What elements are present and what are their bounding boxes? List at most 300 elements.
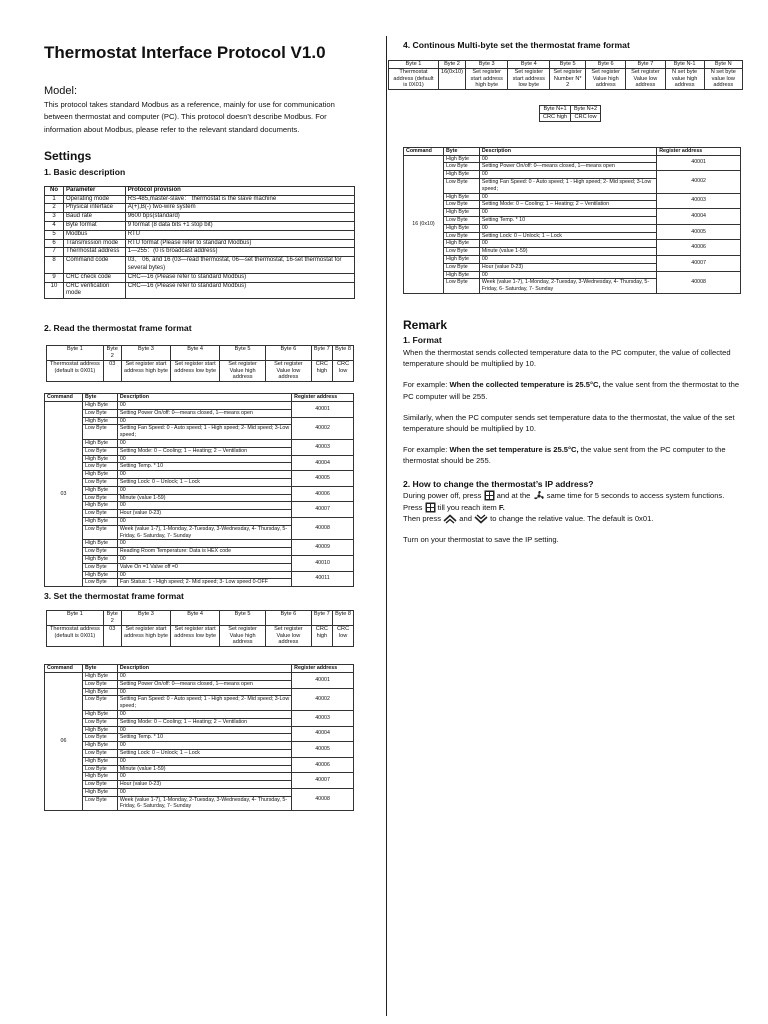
byte-value: CRC high [311, 625, 333, 646]
table-row [45, 486, 354, 494]
register-address-cell: 40010 [292, 555, 354, 571]
table-row [45, 672, 354, 680]
table-cell: 4 [45, 222, 64, 231]
byte-cell: High Byte [82, 672, 117, 680]
byte-cell: High Byte [82, 517, 117, 525]
description-cell: Setting Mode: 0 – Cooling; 1 – Heating; 2 – Ventilation [117, 718, 291, 726]
multi-frame-heading: 4. Continous Multi-byte set the thermostat frame format [403, 40, 630, 50]
description-cell: Hour (value 0-23) [479, 263, 656, 271]
byte-cell: High Byte [443, 193, 479, 201]
byte-cell: High Byte [82, 417, 117, 425]
byte-value: 03 [103, 625, 121, 646]
table-row [45, 230, 355, 239]
table-cell: 5 [45, 230, 64, 239]
byte-value: N set byte value low address [704, 68, 742, 89]
table-row [45, 248, 355, 257]
byte-cell: High Byte [443, 155, 479, 163]
description-cell: 00 [117, 757, 291, 765]
table-cell: RS-485,master-slave： thermostat is the slave machine [125, 195, 354, 204]
byte-header: Byte 5 [550, 61, 586, 69]
format-paragraph-1: When the thermostat sends collected temperature data to the PC computer, the value of collected temperature should be multiplied by 10. [403, 347, 731, 369]
byte-cell: Low Byte [443, 163, 479, 171]
table-row [45, 517, 354, 525]
table-header-row [45, 394, 354, 402]
table-row [45, 688, 354, 696]
description-cell: Setting Temp. * 10 [479, 216, 656, 224]
description-cell: Hour (value 0-23) [117, 510, 291, 518]
byte-cell: High Byte [82, 742, 117, 750]
byte-header: Byte 8 [333, 346, 354, 361]
byte-cell: Low Byte [82, 510, 117, 518]
byte-value: Set register Value high address [220, 360, 266, 381]
byte-cell: High Byte [82, 710, 117, 718]
ip-step-1-b: and at the [496, 490, 531, 500]
byte-header: Byte 3 [121, 346, 171, 361]
byte-cell: High Byte [443, 209, 479, 217]
column-header: Protocol provision [125, 186, 354, 195]
example-1-bold: When the collected temperature is 25.5°C, [449, 380, 601, 390]
basic-description-table [44, 186, 355, 299]
byte-cell: High Byte [82, 402, 117, 410]
byte-header: Byte N [704, 61, 742, 69]
register-address-cell: 40004 [657, 209, 741, 225]
description-cell: Week (value 1-7), 1-Monday, 2-Tuesday, 3-Wednesday, 4- Thursday, 5- Friday, 6- Saturday, 7- Sunday [117, 796, 291, 811]
column-header: Byte [82, 665, 117, 673]
byte-value: Set register start address low byte [508, 68, 550, 89]
read-frame-heading: 2. Read the thermostat frame format [44, 323, 192, 334]
table-cell: 7 [45, 248, 64, 257]
byte-value: Set register Value high address [220, 625, 266, 646]
set-register-table [44, 664, 354, 811]
format-example-1 [403, 379, 743, 401]
register-address-cell: 40007 [292, 773, 354, 789]
table-row [45, 471, 354, 479]
description-cell: 00 [479, 224, 656, 232]
byte-value: 03 [103, 360, 121, 381]
command-cell: 16 (0x10) [404, 155, 444, 293]
description-cell: 00 [117, 688, 291, 696]
byte-cell: Low Byte [82, 781, 117, 789]
table-row [45, 195, 355, 204]
byte-value: CRC low [571, 113, 601, 121]
byte-cell: High Byte [82, 455, 117, 463]
byte-cell: Low Byte [82, 525, 117, 540]
byte-value: Set register Value high address [586, 68, 626, 89]
command-cell: 03 [45, 402, 83, 587]
byte-value: Set register Value low address [266, 360, 311, 381]
column-header: Parameter [64, 186, 126, 195]
byte-value: Set register start address high byte [466, 68, 508, 89]
ip-step-2-item: F. [498, 502, 505, 512]
frame-header-row [540, 106, 601, 114]
table-row [404, 271, 741, 279]
byte-cell: Low Byte [82, 718, 117, 726]
byte-value: Set register start address low byte [171, 625, 220, 646]
byte-header: Byte 5 [220, 611, 266, 626]
byte-value: CRC high [311, 360, 333, 381]
table-row [45, 555, 354, 563]
description-cell: Week (value 1-7), 1-Monday, 2-Tuesday, 3-Wednesday, 4- Thursday, 5- Friday, 6- Saturday, 7- Sunday [117, 525, 291, 540]
register-address-cell: 40001 [292, 672, 354, 688]
description-cell: 00 [117, 540, 291, 548]
table-cell: Thermostat address [64, 248, 126, 257]
frame-value-row [389, 68, 743, 89]
byte-value: Set register start address low byte [171, 360, 220, 381]
table-row [404, 209, 741, 217]
byte-cell: Low Byte [82, 548, 117, 556]
byte-cell: Low Byte [82, 749, 117, 757]
table-cell: Operating mode [64, 195, 126, 204]
description-cell: Setting Lock: 0 – Unlock; 1 – Lock [117, 479, 291, 487]
table-cell: 03、 06, and 16 (03—read thermostat, 06—set thermostat, 16-set thermostat for several bytes) [125, 257, 354, 274]
description-cell: 00 [117, 788, 291, 796]
byte-cell: Low Byte [82, 563, 117, 571]
table-row [404, 224, 741, 232]
frame-value-row [540, 113, 601, 121]
register-address-cell: 40002 [657, 171, 741, 193]
grid-key-icon [484, 490, 495, 501]
read-frame-table [46, 345, 354, 382]
byte-header: Byte 7 [311, 611, 333, 626]
table-cell: Baud rate [64, 213, 126, 222]
register-address-cell: 40004 [292, 726, 354, 742]
description-cell: 00 [117, 517, 291, 525]
register-address-cell: 40005 [657, 224, 741, 240]
description-cell: 00 [117, 417, 291, 425]
table-cell: Command code [64, 257, 126, 274]
byte-value: Set register Value low address [266, 625, 311, 646]
table-row [45, 417, 354, 425]
register-address-cell: 40002 [292, 688, 354, 710]
chevron-up-icon [443, 514, 457, 524]
table-row [45, 440, 354, 448]
description-cell: 00 [117, 455, 291, 463]
table-row [45, 726, 354, 734]
byte-header: Byte 2 [103, 346, 121, 361]
byte-header: Byte 6 [266, 611, 311, 626]
command-cell: 06 [45, 672, 83, 810]
byte-cell: High Byte [443, 240, 479, 248]
byte-value: N set byte value high address [665, 68, 704, 89]
table-row [404, 193, 741, 201]
byte-value: Set register Value low address [626, 68, 665, 89]
document-title: Thermostat Interface Protocol V1.0 [44, 43, 326, 62]
set-frame-heading: 3. Set the thermostat frame format [44, 591, 184, 602]
ip-step-3-c: to change the relative value. The default is 0x01. [490, 514, 654, 524]
read-register-table [44, 393, 354, 587]
basic-description-heading: 1. Basic description [44, 166, 126, 177]
format-heading: 1. Format [403, 334, 442, 345]
table-cell: CRC check code [64, 273, 126, 282]
description-cell: Setting Lock: 0 – Unlock; 1 – Lock [117, 749, 291, 757]
table-cell: CRC—16 (Please refer to standard Modbus) [125, 282, 354, 299]
byte-cell: Low Byte [443, 248, 479, 256]
description-cell: Setting Power On/off: 0—means closed, 1—means open [117, 680, 291, 688]
table-row [45, 273, 355, 282]
ip-step-3 [403, 513, 743, 524]
description-cell: 00 [117, 402, 291, 410]
description-cell: Minute (value 1-59) [117, 494, 291, 502]
fan-key-icon [533, 490, 545, 502]
description-cell: Minute (value 1-59) [117, 765, 291, 773]
byte-cell: Low Byte [82, 680, 117, 688]
description-cell: 00 [117, 571, 291, 579]
register-address-cell: 40011 [292, 571, 354, 587]
table-row [45, 788, 354, 796]
table-row [45, 710, 354, 718]
description-cell: 00 [117, 773, 291, 781]
multi-frame-table [388, 60, 743, 90]
byte-value: Set register start address high byte [121, 360, 171, 381]
byte-cell: High Byte [82, 555, 117, 563]
register-address-cell: 40007 [292, 502, 354, 518]
example-1-prefix: For example: [403, 380, 450, 390]
description-cell: 00 [117, 672, 291, 680]
byte-header: Byte 8 [333, 611, 354, 626]
byte-cell: High Byte [82, 440, 117, 448]
table-cell: 1 [45, 195, 64, 204]
register-address-cell: 40007 [657, 255, 741, 271]
byte-cell: High Byte [82, 471, 117, 479]
byte-cell: High Byte [82, 571, 117, 579]
column-header: Command [404, 147, 444, 155]
ip-step-2 [403, 502, 743, 514]
ip-step-4: Turn on your thermostat to save the IP setting. [403, 535, 559, 545]
byte-header: Byte N-1 [665, 61, 704, 69]
table-row [45, 257, 355, 274]
ip-heading: 2. How to change the thermostat’s IP address? [403, 478, 594, 489]
byte-cell: High Byte [82, 502, 117, 510]
column-header: Register address [292, 394, 354, 402]
column-header: Description [117, 665, 291, 673]
description-cell: Reading Room Temperature: Data is HEX code [117, 548, 291, 556]
byte-cell: Low Byte [443, 232, 479, 240]
byte-cell: Low Byte [443, 263, 479, 271]
table-cell: 9 format (8 data bits +1 stop bit) [125, 222, 354, 231]
description-cell: Fan Status: 1 - High speed; 2- Mid speed; 3- Low speed 0-OFF [117, 579, 291, 587]
column-header: Description [117, 394, 291, 402]
table-cell: CRC—16 (Please refer to standard Modbus) [125, 273, 354, 282]
byte-cell: High Byte [443, 171, 479, 179]
multi-register-table [403, 147, 741, 294]
table-row [45, 222, 355, 231]
byte-value: Set register Number N* 2 [550, 68, 586, 89]
ip-step-2-b: till you reach item [437, 502, 497, 512]
register-address-cell: 40002 [292, 417, 354, 439]
byte-cell: High Byte [82, 726, 117, 734]
byte-header: Byte 4 [171, 611, 220, 626]
byte-cell: Low Byte [443, 279, 479, 294]
description-cell: Setting Temp. * 10 [117, 734, 291, 742]
description-cell: 00 [117, 440, 291, 448]
byte-cell: Low Byte [82, 425, 117, 440]
ip-step-1-a: During power off, press [403, 490, 482, 500]
table-cell: CRC verification mode [64, 282, 126, 299]
table-row [404, 155, 741, 163]
byte-header: Byte 7 [311, 346, 333, 361]
byte-header: Byte 5 [220, 346, 266, 361]
table-cell: 9600 bps(standard) [125, 213, 354, 222]
ip-step-3-a: Then press [403, 514, 441, 524]
frame-header-row [47, 611, 354, 626]
byte-header: Byte 1 [389, 61, 439, 69]
register-address-cell: 40009 [292, 540, 354, 556]
description-cell: 00 [479, 255, 656, 263]
table-row [45, 239, 355, 248]
byte-cell: Low Byte [82, 696, 117, 711]
description-cell: Setting Fan Speed: 0 - Auto speed; 1 - High speed; 2- Mid speed; 3-Low speed； [479, 178, 656, 193]
register-address-cell: 40003 [292, 440, 354, 456]
byte-cell: High Byte [82, 688, 117, 696]
register-address-cell: 40008 [292, 788, 354, 810]
byte-value: 16(0x10) [438, 68, 465, 89]
description-cell: 00 [117, 486, 291, 494]
byte-cell: Low Byte [82, 734, 117, 742]
model-heading: Model: [44, 85, 78, 97]
left-column [44, 40, 374, 811]
table-row [404, 171, 741, 179]
ip-step-1-c: same time for 5 seconds to access system functions. [546, 490, 725, 500]
register-address-cell: 40005 [292, 742, 354, 758]
description-cell: 00 [479, 240, 656, 248]
column-header: Register address [657, 147, 741, 155]
description-cell: 00 [117, 471, 291, 479]
register-address-cell: 40008 [657, 271, 741, 293]
set-frame-table [46, 610, 354, 647]
byte-value: Set register start address high byte [121, 625, 171, 646]
crc-frame-table [539, 105, 601, 122]
byte-cell: Low Byte [443, 178, 479, 193]
byte-header: Byte 6 [266, 346, 311, 361]
register-address-cell: 40006 [657, 240, 741, 256]
table-row [45, 742, 354, 750]
register-address-cell: 40003 [657, 193, 741, 209]
table-cell: 6 [45, 239, 64, 248]
table-row [45, 773, 354, 781]
grid-key-icon [425, 502, 436, 513]
byte-cell: Low Byte [82, 447, 117, 455]
ip-step-3-b: and [459, 514, 472, 524]
table-cell: Byte format [64, 222, 126, 231]
description-cell: 00 [479, 155, 656, 163]
byte-cell: High Byte [82, 486, 117, 494]
right-column [393, 40, 743, 545]
example-2-prefix: For example: [403, 445, 450, 455]
remark-heading: Remark [403, 317, 448, 332]
description-cell: Setting Fan Speed: 0 - Auto speed; 1 - High speed; 2- Mid speed; 3-Low speed； [117, 696, 291, 711]
description-cell: Setting Fan Speed: 0 - Auto speed; 1 - High speed; 2- Mid speed; 3-Low speed； [117, 425, 291, 440]
description-cell: 00 [117, 726, 291, 734]
description-cell: Setting Mode: 0 – Cooling; 1 – Heating; 2 – Ventilation [117, 447, 291, 455]
description-cell: Setting Mode: 0 – Cooling; 1 – Heating; 2 – Ventilation [479, 201, 656, 209]
byte-value: CRC low [333, 625, 354, 646]
table-row [45, 571, 354, 579]
byte-value: CRC high [540, 113, 571, 121]
register-address-cell: 40008 [292, 517, 354, 539]
byte-cell: Low Byte [82, 494, 117, 502]
description-cell: 00 [117, 742, 291, 750]
table-row [45, 502, 354, 510]
description-cell: Hour (value 0-23) [117, 781, 291, 789]
table-row [404, 255, 741, 263]
column-header: Register address [292, 665, 354, 673]
table-cell: RTU [125, 230, 354, 239]
byte-header: Byte 7 [626, 61, 665, 69]
description-cell: Minute (value 1-59) [479, 248, 656, 256]
register-address-cell: 40006 [292, 486, 354, 502]
column-header: Byte [82, 394, 117, 402]
table-cell: Transmission mode [64, 239, 126, 248]
register-address-cell: 40001 [292, 402, 354, 418]
format-example-2 [403, 444, 743, 466]
byte-cell: High Byte [443, 224, 479, 232]
table-cell: RTU format (Please refer to standard Modbus) [125, 239, 354, 248]
byte-header: Byte 6 [586, 61, 626, 69]
table-row [45, 540, 354, 548]
column-header: Description [479, 147, 656, 155]
byte-header: Byte 4 [508, 61, 550, 69]
register-address-cell: 40005 [292, 471, 354, 487]
column-header: Command [45, 665, 83, 673]
byte-cell: Low Byte [82, 796, 117, 811]
byte-cell: High Byte [443, 271, 479, 279]
description-cell: 00 [117, 555, 291, 563]
byte-header: Byte 4 [171, 346, 220, 361]
byte-header: Byte 2 [438, 61, 465, 69]
table-cell: 8 [45, 257, 64, 274]
frame-header-row [47, 346, 354, 361]
description-cell: Setting Lock: 0 – Unlock; 1 – Lock [479, 232, 656, 240]
table-row [404, 240, 741, 248]
table-cell: 9 [45, 273, 64, 282]
format-paragraph-2: Similarly, when the PC computer sends set temperature data to the thermostat, the value of the set temperature should be multiplied by 10. [403, 412, 735, 433]
byte-header: Byte N+2 [571, 106, 601, 114]
byte-header: Byte 2 [103, 611, 121, 626]
byte-cell: High Byte [443, 255, 479, 263]
table-cell: 10 [45, 282, 64, 299]
byte-value: Thermostat address (default is 0X01) [47, 360, 104, 381]
example-2-suffix: the value sent from the PC computer to the thermostat should be 255. [403, 445, 726, 466]
table-cell: A(+),B(-) two-wire system [125, 204, 354, 213]
byte-cell: Low Byte [82, 579, 117, 587]
table-cell: 1—255：(0 is broadcast address) [125, 248, 354, 257]
description-cell: 00 [479, 271, 656, 279]
table-row [45, 455, 354, 463]
intro-paragraph: This protocol takes standard Modbus as a reference, mainly for use for communication between thermostat and computer (PC). This protocol doesn’t describe Modbus. For information about Modbus, please refer to the relevant standard documents. [44, 100, 335, 134]
register-address-cell: 40006 [292, 757, 354, 773]
frame-value-row [47, 360, 354, 381]
frame-header-row [389, 61, 743, 69]
description-cell: Valve On =1 Valve off =0 [117, 563, 291, 571]
column-header: No [45, 186, 64, 195]
byte-header: Byte 1 [47, 346, 104, 361]
byte-cell: Low Byte [82, 409, 117, 417]
description-cell: Setting Power On/off: 0—means closed, 1—means open [117, 409, 291, 417]
description-cell: 00 [117, 502, 291, 510]
description-cell: 00 [479, 209, 656, 217]
byte-cell: Low Byte [82, 463, 117, 471]
byte-header: Byte 3 [121, 611, 171, 626]
description-cell: 00 [117, 710, 291, 718]
ip-step-1 [403, 490, 743, 502]
column-divider [386, 36, 387, 1016]
table-header-row [404, 147, 741, 155]
description-cell: 00 [479, 171, 656, 179]
byte-cell: Low Byte [82, 765, 117, 773]
frame-value-row [47, 625, 354, 646]
table-row [45, 282, 355, 299]
table-header-row [45, 665, 354, 673]
